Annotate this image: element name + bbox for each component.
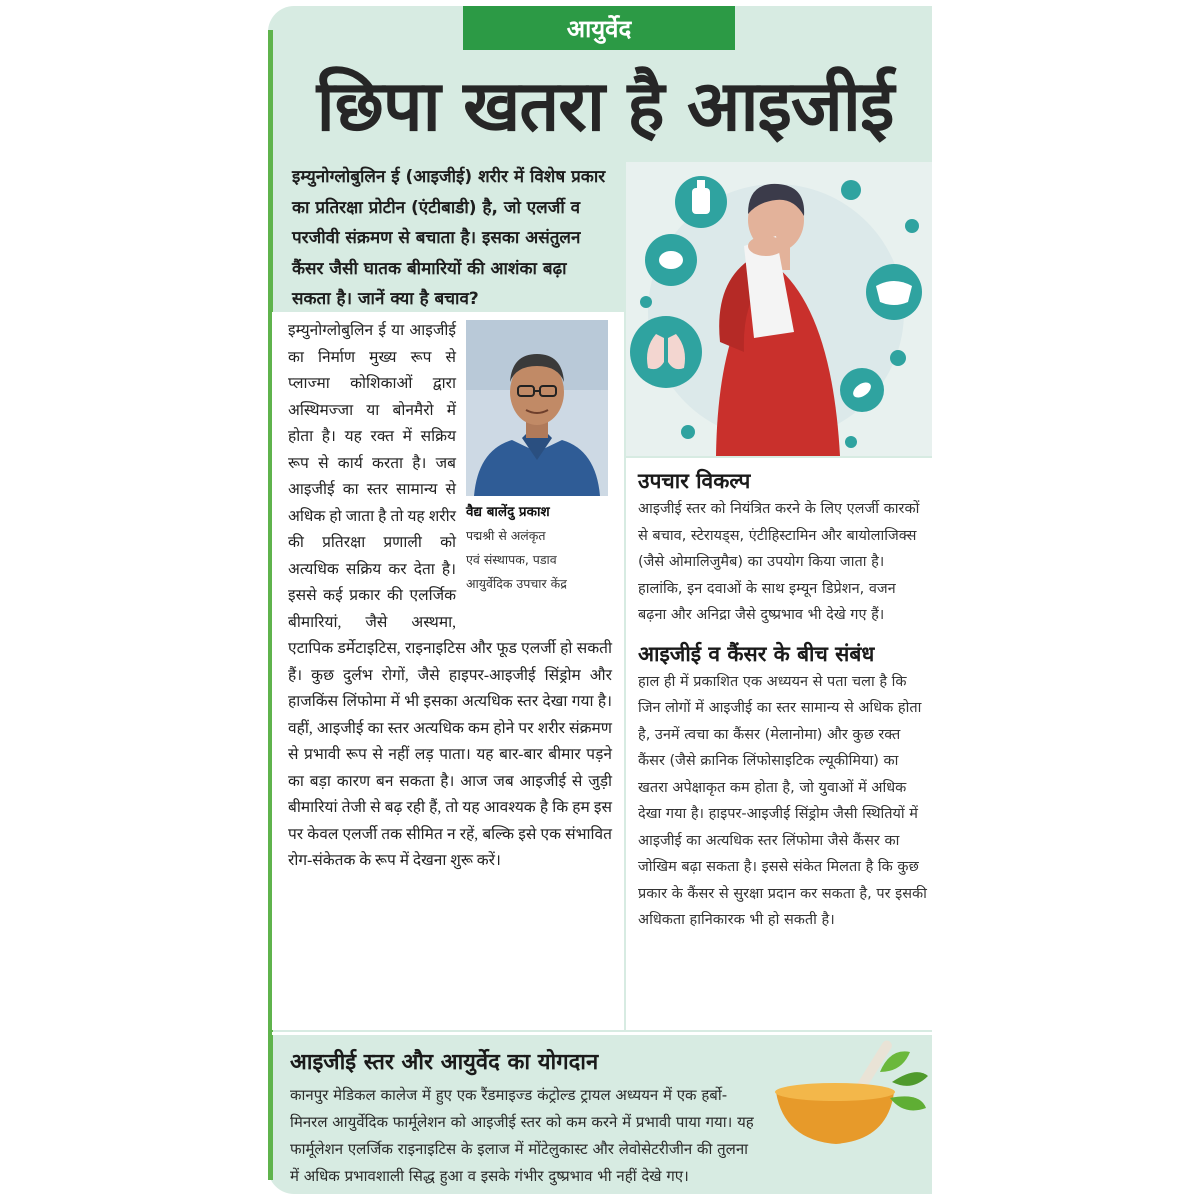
intro-paragraph: इम्युनोग्लोबुलिन ई (आइजीई) शरीर में विशेष प्रकार का प्रतिरक्षा प्रोटीन (एंटीबाडी) है, जो एलर्जी व परजीवी संक्रमण से बचाता है। इसका असंतुलन कैंसर जैसी घातक बीमारियों की आशंका बढ़ा सकता है। जानें क्या है बचाव? bbox=[292, 167, 606, 309]
author-title-line: आयुर्वेदिक उपचार केंद्र bbox=[466, 576, 567, 591]
author-photo bbox=[466, 320, 608, 496]
author-caption bbox=[466, 500, 616, 596]
author-title-line: एवं संस्थापक, पडाव bbox=[466, 552, 557, 567]
treatment-heading: उपचार विकल्प bbox=[638, 469, 751, 493]
author-portrait-image bbox=[466, 320, 608, 496]
mortar-pestle-image bbox=[770, 1036, 932, 1154]
ayurveda-heading: आइजीई स्तर और आयुर्वेद का योगदान bbox=[290, 1050, 599, 1075]
right-column bbox=[638, 462, 928, 934]
author-title-line: पद्मश्री से अलंकृत bbox=[466, 528, 546, 543]
bottom-divider bbox=[272, 1032, 932, 1035]
ayurveda-text-part: यह फार्मूलेशन एलर्जिक राइनाइटिस के इलाज में मोंटेलुकास्ट और लेवोसेटरीजीन की तुलना में अधिक प्रभावशाली सिद्ध हुआ व इसके गंभीर दुष्प्रभाव भी नहीं देखे गए। bbox=[290, 1113, 754, 1185]
section-tag: आयुर्वेद bbox=[463, 6, 735, 50]
ayurveda-text bbox=[290, 1082, 760, 1190]
allergy-illustration bbox=[626, 162, 932, 456]
headline: छिपा खतरा है आइजीई bbox=[316, 65, 894, 147]
treatment-text: आइजीई स्तर को नियंत्रित करने के लिए एलर्जी कारकों से बचाव, स्टेरायड्स, एंटीहिस्टामिन और बायोलाजिक्स (जैसे ओमालिजुमैब) का उपयोग किया जाता है। हालांकि, इन दवाओं के साथ इम्यून डिप्रेशन, वजन बढ़ना और अनिद्रा जैसे दुष्प्रभाव भी देखे गए हैं। bbox=[638, 501, 920, 623]
body-column bbox=[288, 318, 612, 1028]
cancer-link-heading: आइजीई व कैंसर के बीच संबंध bbox=[638, 641, 875, 666]
ayurveda-text-part: कानपुर मेडिकल कालेज में हुए एक रैंडमाइज्ड कंट्रोल्ड ट्रायल अध्ययन में एक हर्बो-मिनरल आयुर्वेदिक फार्मूलेशन को आइजीई स्तर को कम करने में प्रभावी पाया गया। bbox=[290, 1086, 733, 1131]
body-paragraph: इम्युनोग्लोबुलिन ई या आइजीई का निर्माण मुख्य रूप से प्लाज्मा कोशिकाओं द्वारा अस्थिमज्जा या बोनमैरो में होता है। यह रक्त में सक्रिय रूप से कार्य करता है। जब आइजीई का स्तर सामान्य से अधिक हो जाता है तो यह शरीर की प्रतिरक्षा प्रणाली को अत्यधिक सक्रिय कर देता है। इससे कई प्रकार की एलर्जिक बीमारियां, जैसे अस्थमा, एटापिक डर्मेटाइटिस, राइनाइटिस और फूड एलर्जी हो सकती हैं। कुछ दुर्लभ रोगों, जैसे हाइपर-आइजीई सिंड्रोम और हाजकिंस लिंफोमा में भी इसका अत्यधिक स्तर देखा गया है। वहीं, आइजीई का स्तर अत्यधिक कम होने पर शरीर संक्रमण से प्रभावी रूप से नहीं लड़ पाता। यह बार-बार बीमार पड़ने का बड़ा कारण बन सकता है। आज जब आइजीई से जुड़ी बीमारियां तेजी से बढ़ रही हैं, तो यह आवश्यक है कि हम इस पर केवल एलर्जी तक सीमित न रहें, बल्कि इसे एक संभावित रोग-संकेतक के रूप में देखना शुरू करें। bbox=[288, 322, 612, 869]
lungs-icon bbox=[630, 316, 702, 388]
cancer-link-text: हाल ही में प्रकाशित एक अध्ययन से पता चला है कि जिन लोगों में आइजीई का स्तर सामान्य से अधिक होता है, उनमें त्वचा का कैंसर (मेलानोमा) और कुछ रक्त कैंसर (जैसे क्रानिक लिंफोसाइटिक ल्यूकीमिया) का खतरा अपेक्षाकृत कम होता है, जो युवाओं में अधिक देखा गया है। हाइपर-आइजीई सिंड्रोम जैसी स्थितियों में आइजीई का अत्यधिक स्तर लिंफोमा जैसे कैंसर का जोखिम बढ़ा सकता है। इससे संकेत मिलता है कि कुछ प्रकार के कैंसर से सुरक्षा प्रदान कर सकता है, पर इसकी अधिकता हानिकारक भी हो सकती है। bbox=[638, 673, 927, 928]
author-block bbox=[466, 320, 616, 612]
author-name: वैद्य बालेंदु प्रकाश bbox=[466, 504, 550, 520]
